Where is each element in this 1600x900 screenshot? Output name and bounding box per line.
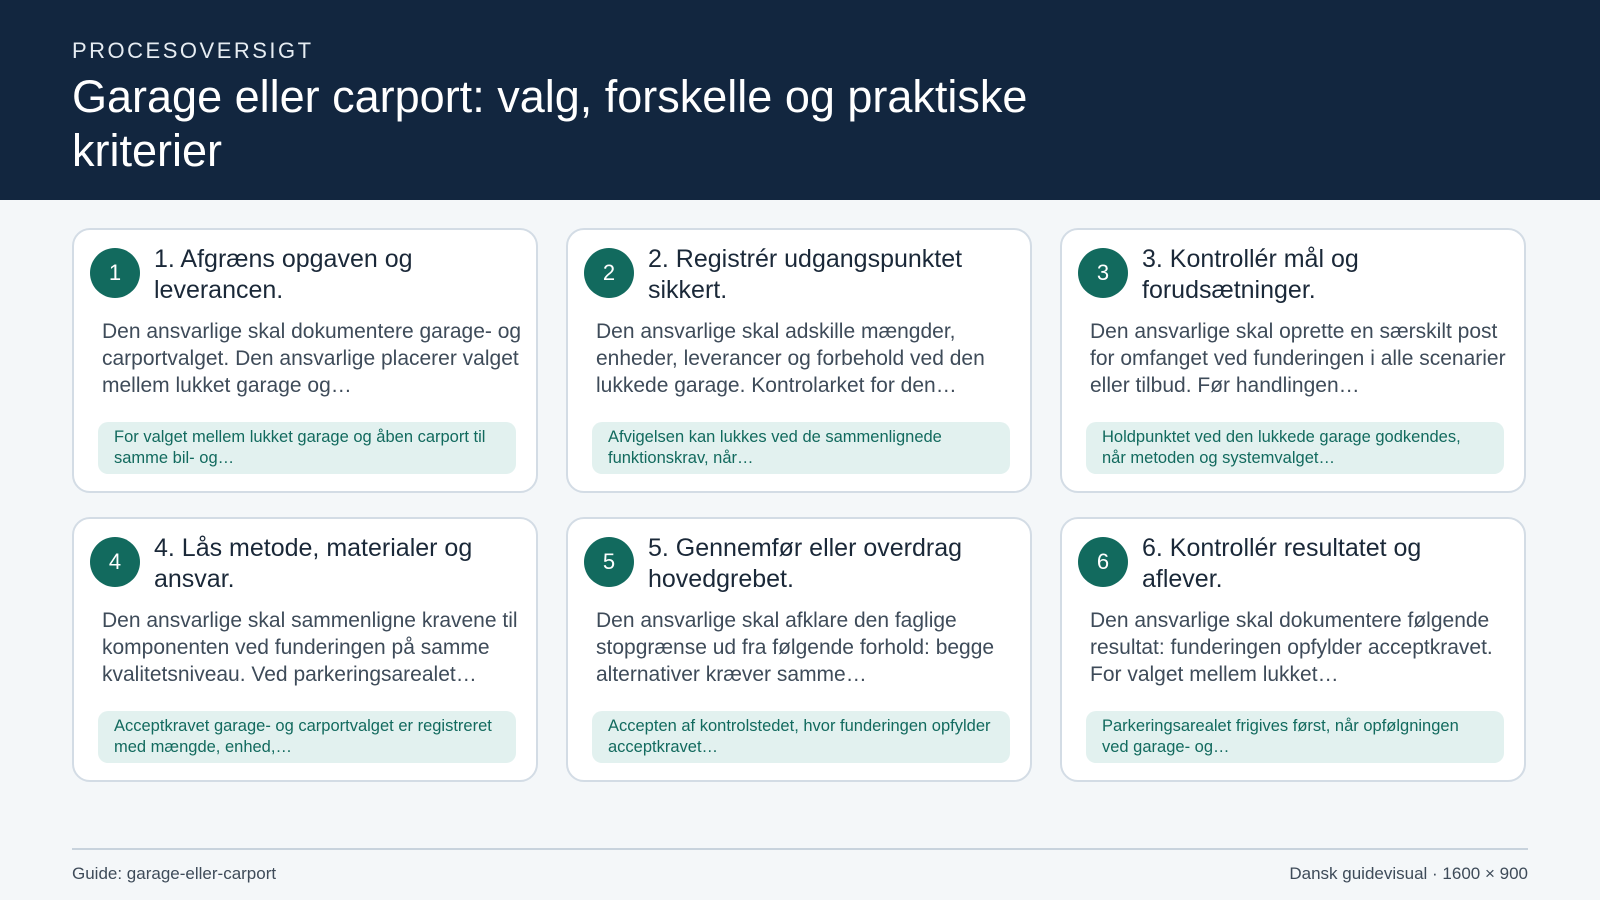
eyebrow-label: PROCESOVERSIGT — [72, 38, 314, 63]
step-description: Den ansvarlige skal oprette en særskilt post for omfanget ved funderingen i alle scenarier eller tilbud. Før handlingen… — [1090, 320, 1506, 397]
step-title: 4. Lås metode, materialer og ansvar. — [154, 534, 473, 593]
step-title: 1. Afgræns opgaven og leverancen. — [154, 245, 413, 304]
step-title: 3. Kontrollér mål og forudsætninger. — [1142, 245, 1359, 304]
step-note: Holdpunktet ved den lukkede garage godkendes, når metoden og systemvalget… — [1086, 422, 1504, 474]
step-note: Accepten af kontrolstedet, hvor funderingen opfylder acceptkravet… — [592, 711, 1010, 763]
footer-divider — [72, 848, 1528, 850]
step-description: Den ansvarlige skal dokumentere følgende resultat: funderingen opfylder acceptkravet. For valget mellem lukket… — [1090, 609, 1493, 686]
step-note: Acceptkravet garage- og carportvalget er registreret med mængde, enhed,… — [98, 711, 516, 763]
step-card-5 — [566, 517, 1032, 782]
step-title: 2. Registrér udgangspunktet sikkert. — [648, 245, 963, 304]
step-note: Parkeringsarealet frigives først, når opfølgningen ved garage- og… — [1086, 711, 1504, 763]
header-banner — [0, 0, 1600, 200]
step-number-badge: 4 — [90, 537, 140, 587]
step-card-1 — [72, 228, 538, 493]
step-title: 5. Gennemfør eller overdrag hovedgrebet. — [648, 534, 963, 593]
step-note: Afvigelsen kan lukkes ved de sammenlignede funktionskrav, når… — [592, 422, 1010, 474]
step-card-6 — [1060, 517, 1526, 782]
step-title: 6. Kontrollér resultatet og aflever. — [1142, 534, 1422, 593]
step-card-4 — [72, 517, 538, 782]
footer-guide-label: Guide: garage-eller-carport — [72, 864, 277, 883]
step-description: Den ansvarlige skal afklare den faglige stopgrænse ud fra følgende forhold: begge alternativer kræver samme… — [596, 609, 995, 686]
step-number-badge: 2 — [584, 248, 634, 298]
footer-meta-label: Dansk guidevisual · 1600 × 900 — [1289, 864, 1528, 883]
step-description: Den ansvarlige skal sammenligne kravene til komponenten ved funderingen på samme kvalitetsniveau. Ved parkeringsarealet… — [102, 609, 518, 686]
step-number-badge: 5 — [584, 537, 634, 587]
page-title: Garage eller carport: valg, forskelle og praktiske kriterier — [72, 71, 1028, 176]
step-card-3 — [1060, 228, 1526, 493]
step-number-badge: 6 — [1078, 537, 1128, 587]
step-description: Den ansvarlige skal adskille mængder, enheder, leverancer og forbehold ved den lukkede garage. Kontrolarket for den… — [596, 320, 985, 397]
step-note: For valget mellem lukket garage og åben carport til samme bil- og… — [98, 422, 516, 474]
step-card-2 — [566, 228, 1032, 493]
step-description: Den ansvarlige skal dokumentere garage- og carportvalget. Den ansvarlige placerer valget mellem lukket garage og… — [102, 320, 522, 397]
step-number-badge: 3 — [1078, 248, 1128, 298]
steps-grid — [72, 228, 1528, 782]
step-number-badge: 1 — [90, 248, 140, 298]
